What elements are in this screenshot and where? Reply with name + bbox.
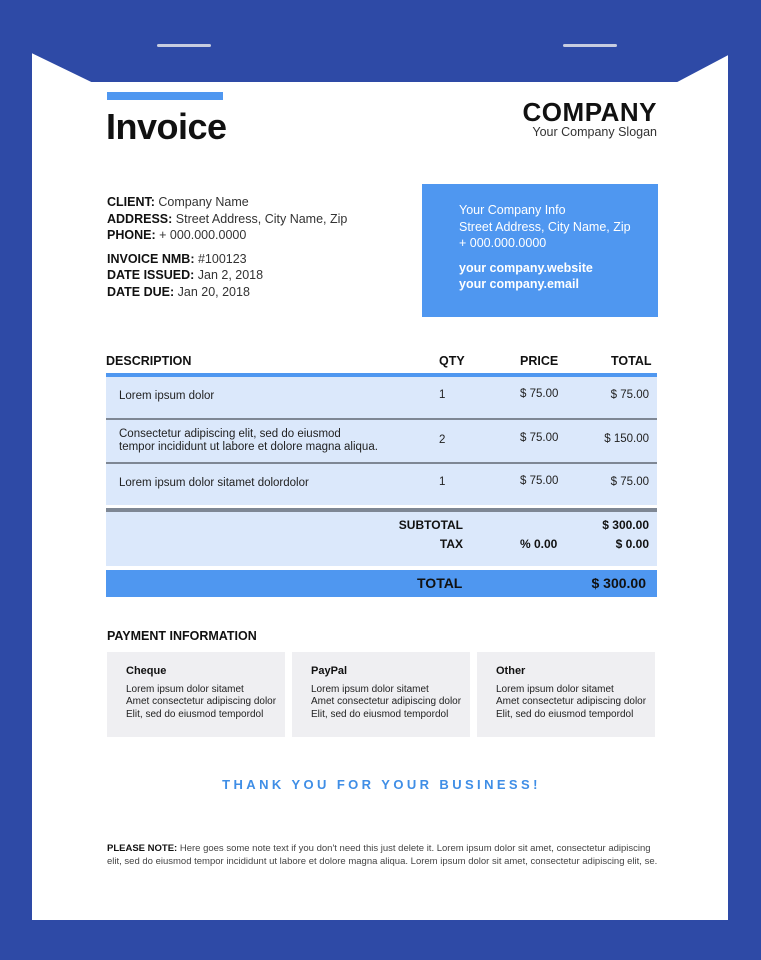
client-value: Company Name <box>154 195 249 209</box>
folder-clip-right <box>563 44 617 47</box>
date-due-value: Jan 20, 2018 <box>174 284 250 299</box>
company-website: your company.website <box>459 260 593 275</box>
folder-left-edge <box>0 0 30 960</box>
column-header-total: TOTAL <box>611 354 652 368</box>
column-header-description: DESCRIPTION <box>106 354 192 368</box>
item-description <box>119 428 378 453</box>
thank-you-message: THANK YOU FOR YOUR BUSINESS! <box>222 777 541 792</box>
date-issued-row <box>107 267 347 284</box>
address-value: Street Address, City Name, Zip <box>172 211 348 226</box>
date-due-label: DATE DUE: <box>107 284 175 299</box>
table-row <box>106 464 657 505</box>
item-qty: 2 <box>439 434 446 446</box>
item-price: $ 75.00 <box>520 475 559 487</box>
payment-card-line: Elit, sed do eiusmod tempordol <box>126 708 264 720</box>
grand-total-value: $ 300.00 <box>591 575 646 591</box>
page-title: Invoice <box>106 106 227 147</box>
date-issued-label: DATE ISSUED: <box>107 268 195 282</box>
subtotal-value: $ 300.00 <box>602 518 649 532</box>
item-description-line-2: tempor incididunt ut labore et dolore magna aliqua. <box>119 440 378 453</box>
folder-flap <box>0 0 761 82</box>
phone-label: PHONE: <box>107 228 156 242</box>
payment-card-line: Amet consectetur adipiscing dolor <box>496 696 647 707</box>
payment-card-title: Other <box>496 665 526 677</box>
company-name: COMPANY <box>522 97 657 127</box>
grand-total-label: TOTAL <box>417 575 463 591</box>
payment-card-line: Lorem ipsum dolor sitamet <box>311 683 429 695</box>
item-qty: 1 <box>439 476 446 488</box>
payment-card-line: Amet consectetur adipiscing dolor <box>311 696 462 707</box>
column-header-price: PRICE <box>520 354 559 368</box>
tax-rate: % 0.00 <box>520 537 558 551</box>
phone-row <box>107 227 347 244</box>
payment-card-paypal <box>292 652 470 737</box>
subtotal-label: SUBTOTAL <box>398 518 463 532</box>
company-info-line: Your Company Info <box>459 203 566 217</box>
payment-card-line: Amet consectetur adipiscing dolor <box>126 696 277 707</box>
tax-label: TAX <box>439 537 463 551</box>
grand-total-bar <box>106 570 657 597</box>
folder-right-edge <box>729 0 761 960</box>
title-accent-bar <box>107 92 223 100</box>
company-email: your company.email <box>459 277 579 291</box>
item-description-line-1: Consectetur adipiscing elit, sed do eiusmod <box>119 428 341 440</box>
address-row <box>107 211 347 228</box>
client-label: CLIENT: <box>107 195 155 209</box>
folder-bottom-edge <box>0 922 761 960</box>
payment-card-title: PayPal <box>311 665 348 677</box>
payment-card-line: Lorem ipsum dolor sitamet <box>496 683 614 695</box>
payment-card-line: Lorem ipsum dolor sitamet <box>126 683 244 695</box>
item-total: $ 75.00 <box>610 476 649 488</box>
company-address: Street Address, City Name, Zip <box>459 219 631 234</box>
item-price: $ 75.00 <box>520 388 559 400</box>
subtotal-block <box>106 508 657 566</box>
company-phone: + 000.000.0000 <box>459 236 547 250</box>
table-row <box>106 377 657 420</box>
payment-heading: PAYMENT INFORMATION <box>107 629 257 643</box>
item-total: $ 75.00 <box>610 389 649 401</box>
invoice-number-value: #100123 <box>194 251 247 266</box>
address-label: ADDRESS: <box>107 211 173 226</box>
payment-card-other <box>477 652 655 737</box>
footer-note <box>107 842 667 868</box>
company-info-box <box>422 184 658 317</box>
payment-card-line: Elit, sed do eiusmod tempordol <box>496 708 634 720</box>
client-details <box>107 194 347 300</box>
item-total: $ 150.00 <box>604 433 649 445</box>
table-row <box>106 420 657 464</box>
line-items-table <box>106 373 657 505</box>
column-header-qty: QTY <box>439 354 465 368</box>
invoice-number-row <box>107 251 347 268</box>
item-description: Lorem ipsum dolor sitamet dolordolor <box>119 477 309 489</box>
folder-clip-left <box>157 44 211 47</box>
note-text: Here goes some note text if you don't need this just delete it. Lorem ipsum dolor sit amet, consectetur adipiscing elit, sed do eiusmod tempor incididunt ut labore et dolore magna aliqua. Lorem ipsum dolor sit amet, consectetur adipiscing elit, se. <box>107 843 658 867</box>
item-description: Lorem ipsum dolor <box>119 390 215 402</box>
tax-value: $ 0.00 <box>615 537 649 551</box>
payment-card-cheque <box>107 652 285 737</box>
note-label: PLEASE NOTE: <box>107 843 178 854</box>
payment-card-line: Elit, sed do eiusmod tempordol <box>311 708 449 720</box>
client-row <box>107 194 347 211</box>
payment-card-title: Cheque <box>126 665 167 677</box>
date-issued-value: Jan 2, 2018 <box>194 268 264 282</box>
invoice-number-label: INVOICE NMB: <box>107 251 195 266</box>
item-qty: 1 <box>439 389 446 401</box>
item-price: $ 75.00 <box>520 432 559 444</box>
company-slogan: Your Company Slogan <box>532 125 657 139</box>
date-due-row <box>107 284 347 301</box>
phone-value: + 000.000.0000 <box>155 228 247 242</box>
